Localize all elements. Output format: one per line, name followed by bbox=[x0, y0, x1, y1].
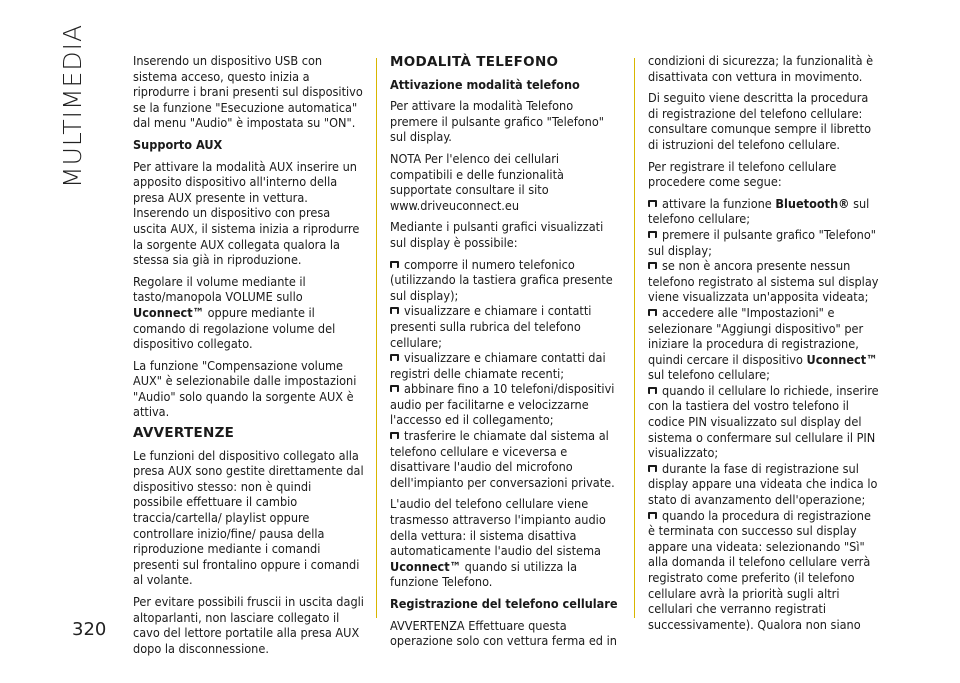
feature-list bbox=[390, 257, 623, 491]
list-item bbox=[648, 227, 881, 258]
list-item-text: comporre il numero telefonico (utilizzando la tastiera grafica presente sul display); bbox=[390, 256, 613, 303]
list-item bbox=[648, 508, 881, 633]
bullet-icon bbox=[648, 262, 657, 269]
note-paragraph: NOTA Per l'elenco dei cellulari compatibili e delle funzionalità supportate consultare il sito www.driveuconnect.eu bbox=[390, 150, 564, 213]
bullet-icon bbox=[648, 231, 657, 238]
text: L'audio del telefono cellulare viene trasmesso attraverso l'impianto audio della vettura: il sistema disattiva automaticamente l'audio del sistema bbox=[390, 496, 606, 559]
list-item-text: premere il pulsante grafico "Telefono" sul display; bbox=[648, 226, 876, 258]
text-column-1 bbox=[133, 53, 364, 662]
bullet-icon bbox=[648, 309, 657, 316]
list-item bbox=[648, 196, 881, 227]
paragraph: Per registrare il telefono cellulare procedere come segue: bbox=[648, 158, 837, 190]
bullet-icon bbox=[648, 387, 657, 394]
brand-name: Uconnect™ bbox=[390, 558, 461, 574]
bullet-icon bbox=[648, 465, 657, 472]
bullet-icon bbox=[390, 261, 399, 268]
brand-name: Uconnect™ bbox=[133, 304, 204, 320]
list-item bbox=[390, 350, 623, 381]
list-item-text: quando il cellulare lo richiede, inserire con la tastiera del vostro telefono il codice PIN visualizzato sul display del sistema o confermare sul cellulare il PIN visualizzato; bbox=[648, 382, 879, 461]
bullet-icon bbox=[390, 432, 399, 439]
section-heading-avvertenze: AVVERTENZE bbox=[133, 425, 235, 442]
text-column-2 bbox=[390, 53, 623, 655]
text-column-3 bbox=[648, 53, 881, 638]
list-item-text: attivare la funzione bbox=[662, 195, 776, 211]
paragraph: Per attivare la modalità AUX inserire un apposito dispositivo all'interno della presa AUX presente in vettura. Inserendo un dispositivo con presa uscita AUX, il sistema inizia a riprodurre la sorgente AUX collegata qualora la stessa sia già in riproduzione. bbox=[133, 158, 360, 268]
column-divider bbox=[634, 58, 635, 618]
section-title: MULTIMEDIA bbox=[58, 23, 87, 188]
text: quando si utilizza la funzione Telefono. bbox=[390, 558, 578, 590]
warning-paragraph: AVVERTENZA Effettuare questa operazione solo con vettura ferma ed in bbox=[390, 617, 617, 649]
list-item bbox=[390, 428, 623, 490]
paragraph bbox=[133, 274, 364, 352]
list-item bbox=[390, 257, 623, 304]
text: Regolare il volume mediante il tasto/manopola VOLUME sullo bbox=[133, 273, 306, 305]
column-divider bbox=[376, 58, 377, 618]
section-heading-telefono: MODALITÀ TELEFONO bbox=[390, 54, 559, 70]
paragraph: Inserendo un dispositivo USB con sistema acceso, questo inizia a riprodurre i brani presenti sul dispositivo se la funzione "Esecuzione automatica" dal menu "Audio" è impostata su "ON". bbox=[133, 53, 363, 131]
procedure-list bbox=[648, 196, 881, 633]
subheading-attivazione: Attivazione modalità telefono bbox=[390, 76, 580, 92]
paragraph bbox=[390, 496, 623, 590]
list-item-text: se non è ancora presente nessun telefono registrato al sistema sul display viene visualizzata un'apposita videata; bbox=[648, 258, 879, 305]
paragraph: Le funzioni del dispositivo collegato alla presa AUX sono gestite direttamente dal dispositivo stesso: non è quindi possibile effettuare il cambio traccia/cartella/ playlist oppure controllare inizio/fine/ pausa della riproduzione mediante i comandi presenti sul frontalino oppure i comandi al volante. bbox=[133, 447, 364, 588]
paragraph: Per attivare la modalità Telefono premere il pulsante grafico "Telefono" sul display. bbox=[390, 98, 604, 145]
bullet-icon bbox=[390, 354, 399, 361]
list-item bbox=[648, 461, 881, 508]
subheading-aux: Supporto AUX bbox=[133, 136, 223, 152]
page-number: 320 bbox=[72, 619, 107, 640]
list-item-text: accedere alle "Impostazioni" e selezionare "Aggiungi dispositivo" per iniziare la procedura di registrazione, quindi cercare il dispositivo bbox=[648, 304, 864, 367]
list-item-text: durante la fase di registrazione sul display appare una videata che indica lo stato di avanzamento dell'operazione; bbox=[648, 460, 878, 508]
bluetooth-label: Bluetooth® bbox=[775, 195, 850, 211]
list-item bbox=[648, 305, 881, 383]
bullet-icon bbox=[390, 307, 399, 314]
bullet-icon bbox=[648, 512, 657, 519]
text: oppure mediante il comando di regolazione volume del dispositivo collegato. bbox=[133, 304, 336, 352]
paragraph: La funzione "Compensazione volume AUX" è selezionabile dalle impostazioni "Audio" solo quando la sorgente AUX è attiva. bbox=[133, 357, 357, 420]
paragraph: Di seguito viene descritta la procedura di registrazione del telefono cellulare: consultare comunque sempre il libretto di istruzioni del telefono cellulare. bbox=[648, 90, 872, 152]
list-item-text: trasferire le chiamate dal sistema al telefono cellulare e viceversa e disattivare l'audio del microfono dell'impianto per conversazioni private. bbox=[390, 428, 615, 490]
paragraph: condizioni di sicurezza; la funzionalità è disattivata con vettura in movimento. bbox=[648, 53, 874, 84]
list-item-text: quando la procedura di registrazione è terminata con successo sul display appare una videata: selezionando "Sì" alla domanda il telefono cellulare verrà registrato come preferito (il telefono cellulare avrà la priorità sugli altri cellulari che verranno registrati successivamente). Qualora non siano bbox=[648, 507, 871, 632]
list-item bbox=[648, 258, 881, 305]
bullet-icon bbox=[390, 385, 399, 392]
subheading-registrazione: Registrazione del telefono cellulare bbox=[390, 596, 618, 611]
list-item-text: sul telefono cellulare; bbox=[648, 367, 770, 383]
paragraph: Per evitare possibili fruscii in uscita dagli altoparlanti, non lasciare collegato il cavo del lettore portatile alla presa AUX dopo la disconnessione. bbox=[133, 594, 364, 656]
list-item-text: sul telefono cellulare; bbox=[648, 195, 870, 227]
list-item-text: abbinare fino a 10 telefoni/dispositivi audio per facilitarne e velocizzarne l'accesso ed il collegamento; bbox=[390, 381, 615, 428]
bullet-icon bbox=[648, 200, 657, 207]
brand-name: Uconnect™ bbox=[806, 351, 878, 367]
list-item bbox=[390, 381, 623, 428]
list-item bbox=[390, 303, 623, 350]
list-item-text: visualizzare e chiamare i contatti presenti sulla rubrica del telefono cellulare; bbox=[390, 303, 592, 350]
paragraph: Mediante i pulsanti grafici visualizzati sul display è possibile: bbox=[390, 219, 604, 250]
list-item-text: visualizzare e chiamare contatti dai registri delle chiamate recenti; bbox=[390, 350, 606, 381]
list-item bbox=[648, 383, 881, 461]
